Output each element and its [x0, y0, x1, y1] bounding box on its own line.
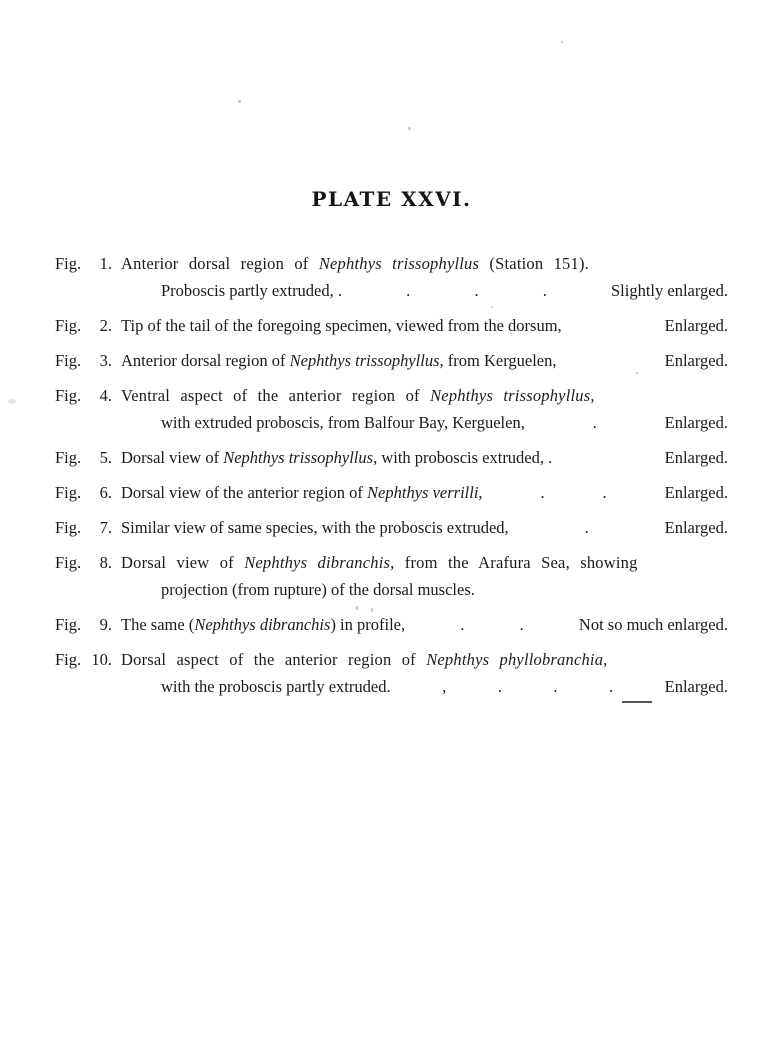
caption-line [121, 576, 728, 603]
figure-entry [55, 312, 728, 339]
fig-word: Fig. [55, 615, 82, 634]
figure-entry [55, 347, 728, 374]
scan-speck [238, 100, 241, 103]
fig-word: Fig. [55, 483, 82, 502]
caption-text: The same ( [121, 615, 195, 634]
species-name: Nephthys dibranchis [244, 553, 391, 572]
caption-line [121, 479, 728, 506]
caption-text: , with proboscis extruded, . [373, 448, 553, 467]
figure-caption [121, 479, 483, 506]
scan-speck [356, 606, 358, 610]
caption-line [121, 673, 728, 700]
caption-line [121, 277, 728, 304]
print-artifact-line [622, 701, 652, 703]
figure-caption [121, 514, 509, 541]
leader-dot: . [406, 281, 411, 300]
leader-dot: . [519, 615, 524, 634]
figure-caption-body [121, 444, 728, 471]
fig-number: 8. [99, 553, 112, 572]
plate-title: PLATE XXVI. [311, 187, 472, 211]
dot-leader [525, 409, 665, 436]
caption-line [121, 250, 728, 277]
figure-entry [55, 611, 728, 638]
caption-text: with extruded proboscis, from Balfour Bay, Kerguelen, [161, 413, 525, 432]
caption-text: , [603, 650, 608, 669]
caption-text: Dorsal view of the anterior region of [121, 483, 368, 502]
figure-caption-body [121, 479, 728, 506]
figure-caption [121, 650, 608, 669]
figure-caption-body [121, 549, 728, 603]
fig-word: Fig. [55, 553, 82, 572]
figure-caption [121, 553, 638, 572]
caption-line [121, 312, 728, 339]
caption-text: projection (from rupture) of the dorsal muscles. [161, 580, 475, 599]
figure-caption-body [121, 347, 728, 374]
figure-caption [121, 444, 552, 471]
figure-caption [161, 673, 391, 700]
scan-smudge [8, 399, 16, 404]
caption-text: (Station 151). [479, 254, 589, 273]
fig-word: Fig. [55, 386, 82, 405]
figure-label [55, 312, 112, 339]
figure-caption [161, 580, 475, 599]
scan-speck [561, 41, 563, 43]
fig-word: Fig. [55, 316, 82, 335]
figure-caption-list [55, 250, 728, 700]
figure-caption [161, 277, 342, 304]
figure-entry [55, 382, 728, 436]
figure-caption-body [121, 611, 728, 638]
scan-speck [371, 608, 373, 612]
figure-caption [161, 409, 525, 436]
leader-dot: . [584, 518, 589, 537]
figure-label [55, 514, 112, 541]
enlargement-note: Enlarged. [664, 518, 728, 537]
species-name: Nephthys verrilli [367, 483, 479, 502]
figure-label [55, 479, 112, 506]
caption-line [121, 444, 728, 471]
enlargement-note: Not so much enlarged. [578, 615, 728, 634]
figure-label [55, 382, 112, 436]
species-name: Nephthys trissophyllus [318, 254, 480, 273]
figure-entry [55, 444, 728, 471]
leader-dot: . [540, 483, 545, 502]
leader-dot: . [542, 281, 547, 300]
fig-number: 7. [99, 518, 112, 537]
fig-number: 6. [99, 483, 112, 502]
caption-text: Dorsal aspect of the anterior region of [121, 650, 427, 669]
leader-dot: . [608, 677, 614, 696]
figure-caption-body [121, 312, 728, 339]
dot-leader [483, 479, 665, 506]
fig-number: 9. [99, 615, 112, 634]
figure-label [55, 646, 112, 700]
species-name: Nephthys trissophyllus [289, 351, 440, 370]
figure-caption [121, 386, 595, 405]
dot-leader [391, 673, 665, 700]
scan-speck [408, 127, 411, 130]
enlargement-note: Enlarged. [664, 351, 728, 370]
fig-number: 2. [99, 316, 112, 335]
caption-text: ) in profile, [330, 615, 406, 634]
enlargement-note: Enlarged. [664, 413, 728, 432]
fig-word: Fig. [55, 254, 82, 273]
caption-text: Dorsal view of [121, 553, 245, 572]
species-name: Nephthys trissophyllus [430, 386, 591, 405]
leader-dot: . [497, 677, 502, 696]
caption-text: Similar view of same species, with the proboscis extruded, [121, 518, 509, 537]
caption-line [121, 611, 728, 638]
figure-entry [55, 479, 728, 506]
fig-word: Fig. [55, 448, 82, 467]
caption-text: Anterior dorsal region of [121, 351, 290, 370]
fig-word: Fig. [55, 351, 82, 370]
enlargement-note: Slightly enlarged. [610, 281, 728, 300]
enlargement-note: Enlarged. [664, 677, 728, 696]
leader-dot: . [474, 281, 479, 300]
enlargement-note: Enlarged. [664, 316, 728, 335]
leader-dot: , [442, 677, 447, 696]
figure-label [55, 611, 112, 638]
figure-label [55, 549, 112, 603]
fig-word: Fig. [55, 518, 82, 537]
enlargement-note: Enlarged. [664, 483, 728, 502]
caption-line [121, 409, 728, 436]
figure-label [55, 444, 112, 471]
fig-number: 4. [99, 386, 112, 405]
caption-text: , from the Arafura Sea, showing [390, 553, 638, 572]
caption-text: Anterior dorsal region of [121, 254, 319, 273]
figure-caption [121, 254, 589, 273]
figure-label [55, 250, 112, 304]
caption-line [121, 514, 728, 541]
figure-entry [55, 250, 728, 304]
caption-text: , [590, 386, 595, 405]
figure-caption-body [121, 382, 728, 436]
leader-dot: . [602, 483, 607, 502]
dot-leader [342, 277, 611, 304]
caption-text: Tip of the tail of the foregoing specimen, viewed from the dorsum, [121, 316, 562, 335]
fig-word: Fig. [55, 650, 82, 669]
fig-number: 1. [99, 254, 112, 273]
scan-speck [636, 372, 638, 374]
caption-text: with the proboscis partly extruded. [161, 677, 391, 696]
figure-label [55, 347, 112, 374]
caption-text: Proboscis partly extruded, . [161, 281, 343, 300]
fig-number: 5. [99, 448, 112, 467]
figure-caption-body [121, 646, 728, 700]
caption-line [121, 347, 728, 374]
leader-dot: . [460, 615, 465, 634]
scan-speck [491, 306, 493, 308]
figure-caption [121, 611, 405, 638]
dot-leader [405, 611, 579, 638]
figure-entry [55, 514, 728, 541]
caption-line [121, 382, 728, 409]
caption-text: Ventral aspect of the anterior region of [121, 386, 431, 405]
species-name: Nephthys dibranchis [194, 615, 331, 634]
figure-caption [121, 347, 557, 374]
enlargement-note: Enlarged. [664, 448, 728, 467]
caption-text: Dorsal view of [121, 448, 224, 467]
figure-caption-body [121, 250, 728, 304]
caption-line [121, 646, 728, 673]
figure-entry [55, 549, 728, 603]
fig-number: 10. [91, 650, 112, 669]
caption-text: , from Kerguelen, [439, 351, 557, 370]
fig-number: 3. [99, 351, 112, 370]
leader-dot: . [592, 413, 597, 432]
species-name: Nephthys phyllobranchia [426, 650, 604, 669]
species-name: Nephthys trissophyllus [223, 448, 374, 467]
dot-leader [509, 514, 665, 541]
leader-dot: . [553, 677, 558, 696]
caption-text: , [478, 483, 483, 502]
caption-line [121, 549, 728, 576]
figure-caption [121, 312, 562, 339]
figure-caption-body [121, 514, 728, 541]
figure-entry [55, 646, 728, 700]
